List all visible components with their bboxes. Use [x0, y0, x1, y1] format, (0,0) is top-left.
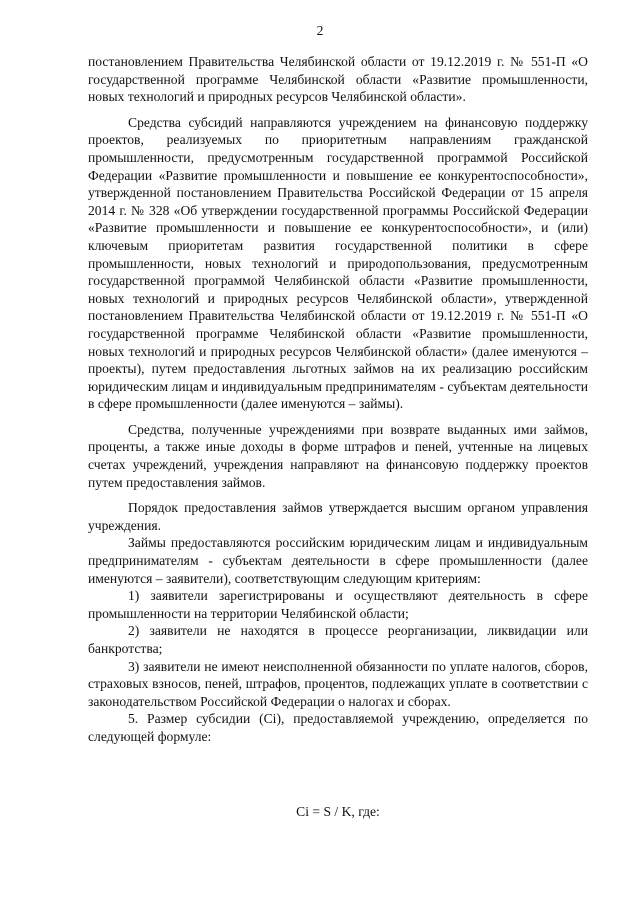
document-body	[88, 53, 588, 746]
page-number: 2	[316, 23, 324, 38]
paragraph-subsidy-size: 5. Размер субсидии (Ci), предоставляемой учреждению, определяется по следующей формуле:	[88, 711, 588, 744]
criteria-item-3: 3) заявители не имеют неисполненной обязанности по уплате налогов, сборов, страховых взносов, пеней, штрафов, процентов, подлежащих уплате в соответствии с законодательством Российской Федерации о налогах и сборах.	[88, 658, 588, 709]
paragraph-subsidy-purpose: Средства субсидий направляются учреждением на финансовую поддержку проектов, реализуемых по приоритетным направлениям гражданской промышленности, предусмотренным государственной программой Российской Федерации «Развитие промышленности и повышение ее конкурентоспособности», утвержденной постановлением Правительства Российской Федерации от 15 апреля 2014 г. № 328 «Об утверждении государственной программы Российской Федерации «Развитие промышленности и повышение ее конкурентоспособности», и (или) ключевым приоритетам развития государственной политики в сфере промышленности, новых технологий и природопользования, предусмотренным государственной программой Челябинской области «Развитие промышленности, новых технологий и природных ресурсов Челябинской области», утвержденной постановлением Правительства Челябинской области от 19.12.2019 г. № 551-П «О государственной программе Челябинской области «Развитие промышленности, новых технологий и природных ресурсов Челябинской области» (далее именуются – проекты), путем предоставления льготных займов на их реализацию российским юридическим лицам и индивидуальным предпринимателям - субъектам деятельности в сфере промышленности (далее именуются – займы).	[88, 114, 588, 412]
paragraph-continuation: постановлением Правительства Челябинской области от 19.12.2019 г. № 551-П «О государственной программе Челябинской области «Развитие промышленности, новых технологий и природных ресурсов Челябинской области».	[88, 54, 588, 105]
paragraph-loan-procedure: Порядок предоставления займов утверждается высшим органом управления учреждения.	[88, 500, 588, 533]
paragraph-loan-recipients: Займы предоставляются российским юридическим лицам и индивидуальным предпринимателям - субъектам деятельности в сфере промышленности (далее именуются – заявители), соответствующим следующим критериям:	[88, 535, 588, 586]
criteria-item-1: 1) заявители зарегистрированы и осуществляют деятельность в сфере промышленности на территории Челябинской области;	[88, 588, 588, 621]
subsidy-formula: Ci = S / K, где:	[296, 804, 380, 819]
criteria-item-2: 2) заявители не находятся в процессе реорганизации, ликвидации или банкротства;	[88, 623, 588, 656]
paragraph-loan-returns: Средства, полученные учреждениями при возврате выданных ими займов, проценты, а также иные доходы в форме штрафов и пеней, учтенные на лицевых счетах учреждений, учреждения направляют на финансовую поддержку проектов путем предоставления займов.	[88, 421, 588, 490]
